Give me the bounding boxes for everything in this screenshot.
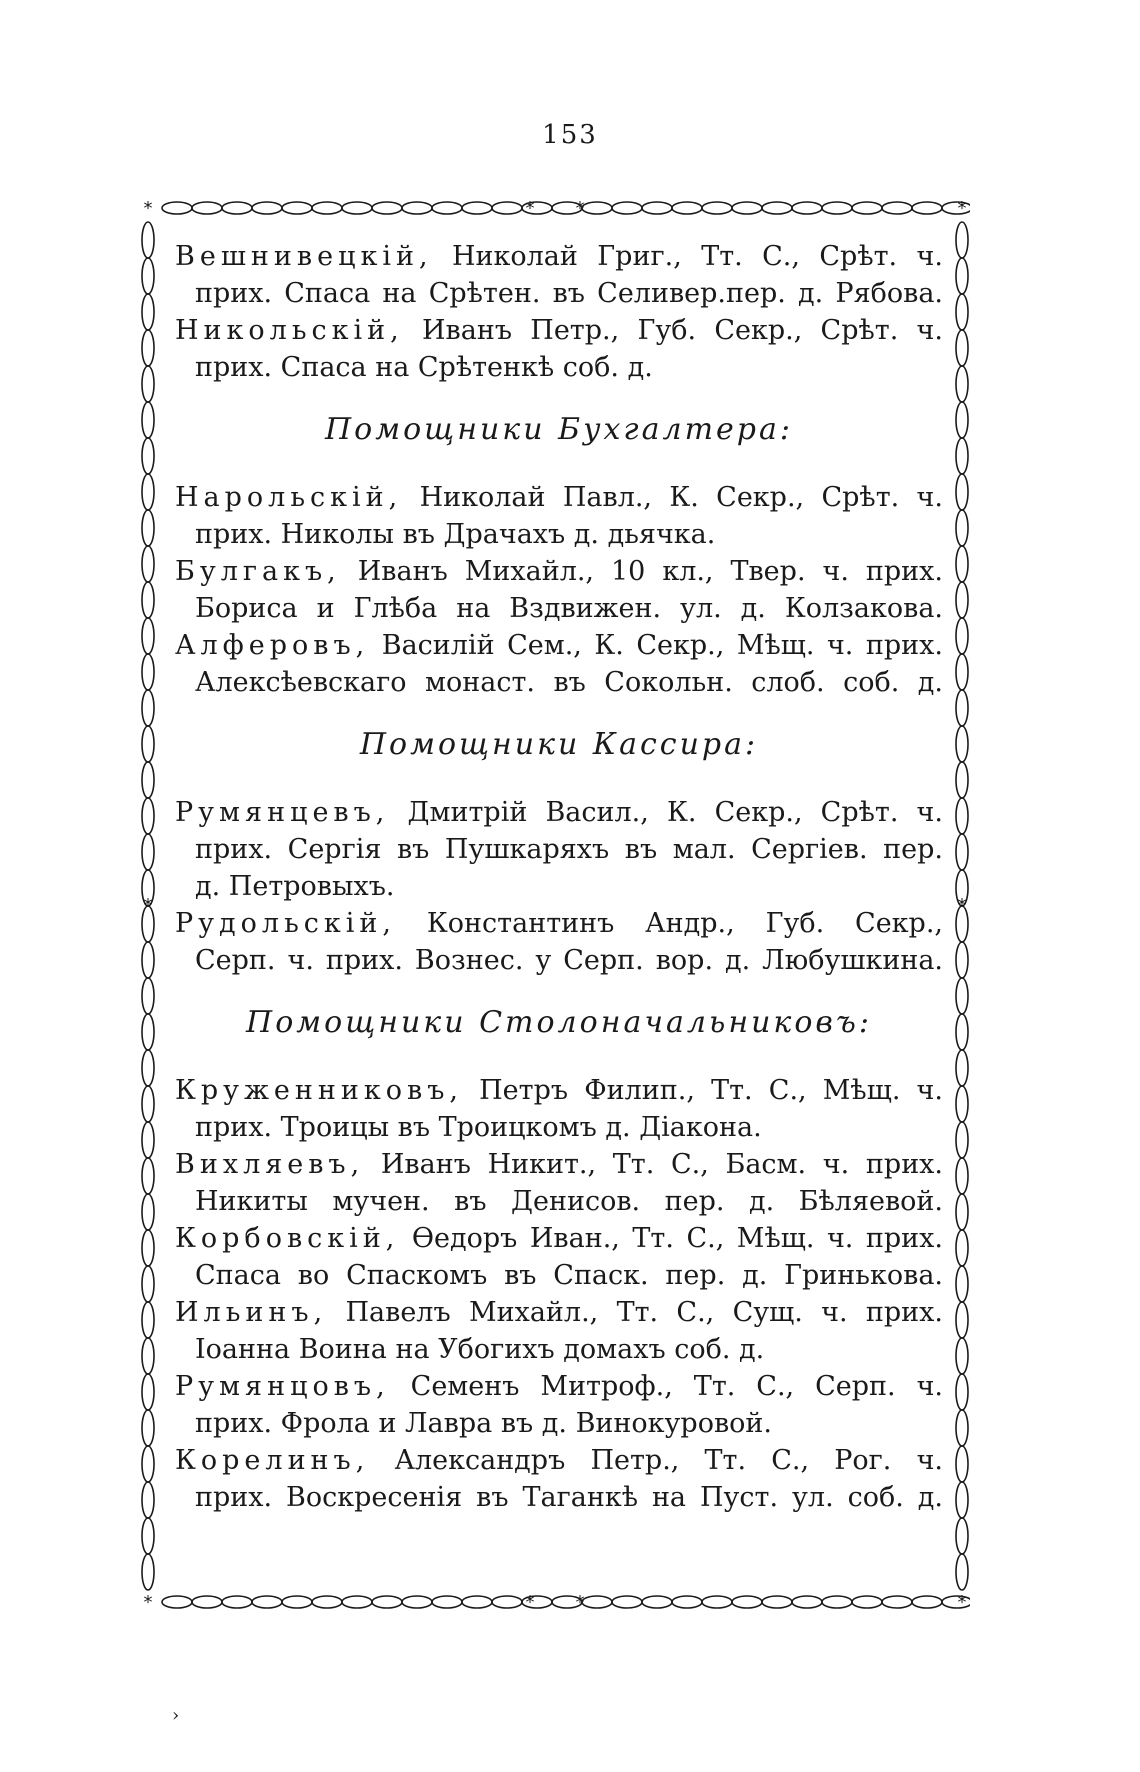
entry-surname: Вихляевъ, <box>175 1149 365 1180</box>
section-heading: Помощники Столоначальниковъ: <box>246 1005 872 1040</box>
border-link <box>956 1158 968 1194</box>
border-link <box>142 1230 154 1266</box>
border-link <box>956 1194 968 1230</box>
entry-details: Константинъ Андр., Губ. Секр., <box>426 908 944 939</box>
border-link <box>162 202 192 214</box>
entry-address: Серп. ч. прих. Вознес. у Серп. вор. д. Любушкина. <box>195 945 943 976</box>
border-link <box>582 1596 612 1608</box>
entry-address: Спаса во Спаскомъ въ Спаск. пер. д. Гринькова. <box>195 1260 943 1291</box>
entry-details: Семенъ Митроф., Тт. С., Серп. ч. <box>410 1371 944 1402</box>
border-link <box>432 202 462 214</box>
border-link <box>142 654 154 690</box>
entry <box>175 479 943 553</box>
border-link <box>142 1050 154 1086</box>
border-link <box>142 1482 154 1518</box>
section-heading: Помощники Бухгалтера: <box>325 412 793 447</box>
section-officials <box>175 238 943 386</box>
section-bookkeeper-assistants <box>175 479 943 701</box>
border-link <box>956 1338 968 1374</box>
border-link <box>882 202 912 214</box>
border-link <box>142 1266 154 1302</box>
border-link <box>142 510 154 546</box>
border-link <box>142 726 154 762</box>
entry-surname: Рудольскій, <box>175 908 396 939</box>
border-link <box>142 1338 154 1374</box>
border-link <box>956 654 968 690</box>
entry-address-continued: д. Петровыхъ. <box>195 871 395 902</box>
border-link <box>762 202 792 214</box>
border-link <box>956 1374 968 1410</box>
entry <box>175 905 943 979</box>
border-link <box>282 1596 312 1608</box>
entry-details: Ѳедоръ Иван., Тт. С., Мѣщ. ч. прих. <box>411 1223 943 1254</box>
border-link <box>142 1122 154 1158</box>
border-link <box>142 366 154 402</box>
border-link <box>142 222 154 258</box>
border-link <box>612 202 642 214</box>
border-link <box>956 1122 968 1158</box>
border-link <box>192 202 222 214</box>
border-link <box>142 1446 154 1482</box>
entry <box>175 627 943 701</box>
entry-details: Николай Павл., К. Секр., Срѣт. ч. <box>419 482 943 513</box>
border-link <box>582 202 612 214</box>
border-link <box>642 202 672 214</box>
border-link <box>402 202 432 214</box>
entry-details: Петръ Филип., Тт. С., Мѣщ. ч. <box>479 1075 943 1106</box>
border-link <box>142 834 154 870</box>
entry-address: прих. Спаса на Срѣтен. въ Селивер.пер. д. Рябова. <box>195 278 943 309</box>
border-link <box>342 1596 372 1608</box>
border-link <box>956 1086 968 1122</box>
entry <box>175 794 943 905</box>
border-link <box>142 474 154 510</box>
border-star: * <box>957 895 967 916</box>
border-link <box>282 202 312 214</box>
entry-address: Никиты мучен. въ Денисов. пер. д. Бѣляевой. <box>195 1186 943 1217</box>
page-number: 153 <box>542 120 598 150</box>
border-link <box>956 546 968 582</box>
border-link <box>956 438 968 474</box>
section-desk-chief-assistants <box>175 1072 943 1516</box>
border-link <box>142 438 154 474</box>
border-link <box>142 582 154 618</box>
border-link <box>702 202 732 214</box>
border-link <box>142 618 154 654</box>
border-link <box>956 762 968 798</box>
border-link <box>142 1086 154 1122</box>
entry-surname: Румянцовъ, <box>175 1371 390 1402</box>
entry <box>175 1072 943 1146</box>
entry-address: Алексѣевскаго монаст. въ Сокольн. слоб. соб. д. <box>195 667 943 698</box>
entry-details: Иванъ Петр., Губ. Секр., Срѣт. ч. <box>422 315 943 346</box>
entry <box>175 1146 943 1220</box>
border-link <box>956 222 968 258</box>
entry <box>175 312 943 386</box>
border-star: * <box>143 895 153 916</box>
entry-details: Иванъ Михайл., 10 кл., Твер. ч. прих. <box>357 556 943 587</box>
border-link <box>312 1596 342 1608</box>
border-link <box>956 1302 968 1338</box>
border-link <box>852 1596 882 1608</box>
border-link <box>372 1596 402 1608</box>
entry-surname: Корбовскій, <box>175 1223 400 1254</box>
border-star: * <box>525 200 535 219</box>
border-link <box>956 474 968 510</box>
border-link <box>956 942 968 978</box>
entry-details: Дмитрій Васил., К. Секр., Срѣт. ч. <box>407 797 943 828</box>
border-link <box>342 202 372 214</box>
entry-surname: Алферовъ, <box>175 630 370 661</box>
border-link <box>142 1014 154 1050</box>
border-link <box>956 978 968 1014</box>
entry-details: Иванъ Никит., Тт. С., Басм. ч. прих. <box>380 1149 943 1180</box>
border-link <box>822 202 852 214</box>
entry-details: Николай Григ., Тт. С., Срѣт. ч. <box>451 241 943 272</box>
border-link <box>432 1596 462 1608</box>
border-link <box>672 202 702 214</box>
border-star: * <box>957 200 967 219</box>
stray-printer-mark: › <box>172 1705 180 1726</box>
border-link <box>732 1596 762 1608</box>
border-link <box>142 942 154 978</box>
border-link <box>956 834 968 870</box>
border-link <box>142 1554 154 1590</box>
border-link <box>192 1596 222 1608</box>
border-link <box>142 978 154 1014</box>
entry-address: прих. Троицы въ Троицкомъ д. Діакона. <box>195 1112 762 1143</box>
border-star: * <box>575 200 585 219</box>
border-link <box>142 1158 154 1194</box>
border-link <box>912 1596 942 1608</box>
border-link <box>956 1014 968 1050</box>
border-star: * <box>957 1592 967 1610</box>
entry-address: Іоанна Воина на Убогихъ домахъ соб. д. <box>195 1334 765 1365</box>
entry-surname: Румянцевъ, <box>175 797 390 828</box>
border-link <box>956 1518 968 1554</box>
border-link <box>792 202 822 214</box>
border-link <box>492 1596 522 1608</box>
border-link <box>252 1596 282 1608</box>
border-link <box>956 1410 968 1446</box>
border-link <box>142 798 154 834</box>
border-link <box>956 1554 968 1590</box>
border-link <box>672 1596 702 1608</box>
border-link <box>492 202 522 214</box>
border-link <box>462 1596 492 1608</box>
entry-address: прих. Фрола и Лавра въ д. Винокуровой. <box>195 1408 772 1439</box>
border-link <box>372 202 402 214</box>
border-link <box>162 1596 192 1608</box>
entry-surname: Нарольскій, <box>175 482 403 513</box>
entry-details: Александръ Петр., Тт. С., Рог. ч. <box>394 1445 943 1476</box>
border-link <box>956 1446 968 1482</box>
entry-details: Павелъ Михайл., Тт. С., Сущ. ч. прих. <box>345 1297 943 1328</box>
border-link <box>792 1596 822 1608</box>
entry-address: Бориса и Глѣба на Вздвижен. ул. д. Колзакова. <box>195 593 943 624</box>
border-link <box>912 202 942 214</box>
entry-surname: Никольскій, <box>175 315 404 346</box>
border-link <box>142 294 154 330</box>
border-star: * <box>143 1592 153 1610</box>
section-heading: Помощники Кассира: <box>359 727 759 762</box>
entry-details: Василій Сем., К. Секр., Мѣщ. ч. прих. <box>381 630 943 661</box>
border-link <box>882 1596 912 1608</box>
border-link <box>402 1596 432 1608</box>
entry <box>175 1442 943 1516</box>
entry-address: прих. Николы въ Драчахъ д. дьячка. <box>195 519 716 550</box>
border-link <box>852 202 882 214</box>
border-link <box>822 1596 852 1608</box>
border-link <box>956 330 968 366</box>
entry <box>175 1294 943 1368</box>
entry-surname: Ильинъ, <box>175 1297 328 1328</box>
border-link <box>142 1518 154 1554</box>
border-link <box>142 1302 154 1338</box>
entry <box>175 553 943 627</box>
entry <box>175 238 943 312</box>
entry-address: прих. Спаса на Срѣтенкѣ соб. д. <box>195 352 653 383</box>
border-link <box>956 690 968 726</box>
border-link <box>142 402 154 438</box>
border-link <box>956 618 968 654</box>
border-link <box>956 366 968 402</box>
border-link <box>956 1050 968 1086</box>
border-link <box>312 202 342 214</box>
entry-surname: Корелинъ, <box>175 1445 370 1476</box>
border-star: * <box>525 1592 535 1610</box>
border-link <box>142 258 154 294</box>
border-link <box>956 1266 968 1302</box>
border-link <box>956 726 968 762</box>
section-cashier-assistants <box>175 794 943 979</box>
border-star: * <box>575 1592 585 1610</box>
border-link <box>956 1230 968 1266</box>
border-link <box>732 202 762 214</box>
border-link <box>956 1482 968 1518</box>
entry-address: прих. Сергія въ Пушкаряхъ въ мал. Сергіев. пер. <box>195 834 943 865</box>
border-link <box>612 1596 642 1608</box>
border-link <box>702 1596 732 1608</box>
border-link <box>142 546 154 582</box>
entry-surname: Вешнивецкій, <box>175 241 433 272</box>
entry-address: прих. Воскресенія въ Таганкѣ на Пуст. ул. соб. д. <box>195 1482 943 1513</box>
border-link <box>142 762 154 798</box>
border-link <box>462 202 492 214</box>
border-link <box>956 510 968 546</box>
border-link <box>222 202 252 214</box>
border-link <box>956 798 968 834</box>
entry <box>175 1368 943 1442</box>
border-link <box>222 1596 252 1608</box>
border-link <box>252 202 282 214</box>
border-link <box>142 1374 154 1410</box>
page-content <box>175 238 943 1516</box>
border-link <box>142 1194 154 1230</box>
border-link <box>956 294 968 330</box>
border-link <box>642 1596 672 1608</box>
border-star: * <box>143 200 153 219</box>
border-link <box>956 402 968 438</box>
entry-surname: Булгакъ, <box>175 556 341 587</box>
entry-surname: Круженниковъ, <box>175 1075 463 1106</box>
border-link <box>142 1410 154 1446</box>
border-link <box>142 330 154 366</box>
border-link <box>762 1596 792 1608</box>
entry <box>175 1220 943 1294</box>
border-link <box>956 258 968 294</box>
border-link <box>142 690 154 726</box>
border-link <box>956 582 968 618</box>
